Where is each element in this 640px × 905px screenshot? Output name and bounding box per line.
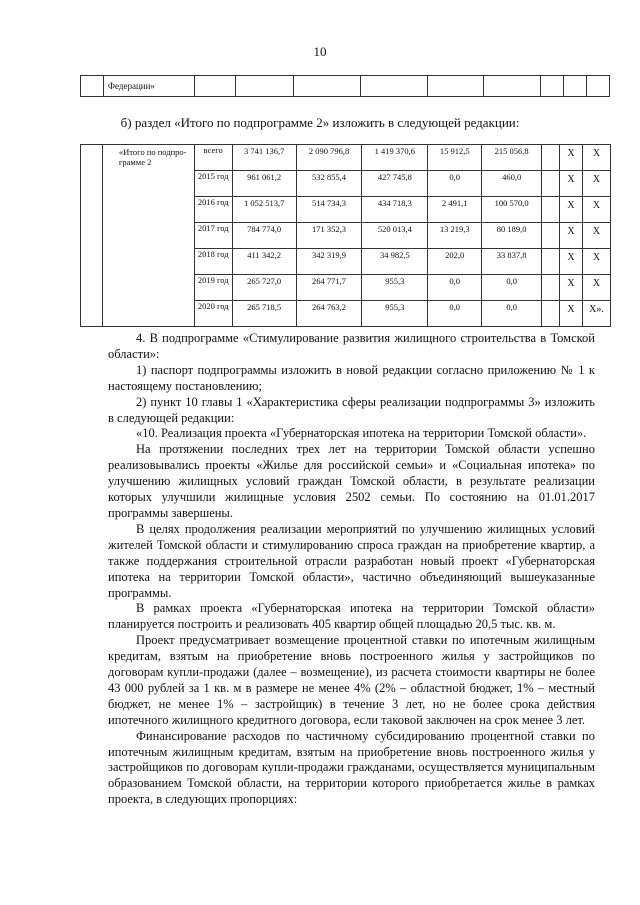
body-text [108,331,595,808]
value-cell: 215 056,8 [482,145,542,171]
value-cell: 955,3 [362,301,428,327]
year-cell: 2018 год [194,249,232,275]
value-cell: 342 319,9 [296,249,362,275]
table-cell [542,275,560,301]
table-cell [194,76,235,97]
year-cell: 2016 год [194,197,232,223]
value-cell: 33 837,8 [482,249,542,275]
value-cell: 34 982,5 [362,249,428,275]
table-cell [542,171,560,197]
paragraph: 2) пункт 10 главы 1 «Характеристика сферы реализации подпрограммы 3» изложить в следующей редакции: [108,394,595,425]
table-cell [541,76,564,97]
value-cell: 100 570,0 [482,197,542,223]
table-cell [294,76,361,97]
table-cell [586,76,609,97]
section-subheading: б) раздел «Итого по подпрограмме 2» изложить в следующей редакции: [120,115,520,130]
year-cell: 2015 год [194,171,232,197]
year-cell: всего [194,145,232,171]
value-cell: 2 090 796,8 [296,145,362,171]
value-cell: 460,0 [482,171,542,197]
paragraph: 4. В подпрограмме «Стимулирование развития жилищного строительства в Томской области»: [108,331,595,361]
paragraph: «10. Реализация проекта «Губернаторская ипотека на территории Томской области». [136,426,587,441]
table-cell [361,76,428,97]
x-cell: Х [582,197,610,223]
value-cell: 0,0 [428,275,482,301]
value-cell: 264 763,2 [296,301,362,327]
paragraph: В целях продолжения реализации мероприятий по улучшению жилищных условий жителей Томской области и стимулированию спроса граждан на приобретение квартир, а также поддержания строительной отрасли разработан новый проект «Губернаторская ипотека на территории Томской области», частично объединяющий вышеуказанные программы. [108,521,595,600]
x-cell: Х [582,223,610,249]
value-cell: 265 718,5 [232,301,296,327]
paragraph: В рамках проекта «Губернаторская ипотека на территории Томской области» планируется построить и реализовать 405 квартир общей площадью 20,5 тыс. кв. м. [108,601,595,632]
value-cell: 13 219,3 [428,223,482,249]
value-cell: 2 491,1 [428,197,482,223]
table-cell [542,301,560,327]
table-cell: Федерации» [103,76,194,97]
x-cell: Х [560,197,583,223]
table-cell [81,76,104,97]
table-row [81,145,611,171]
x-cell: Х [582,249,610,275]
page-number: 10 [313,44,327,59]
subprogram-total-table [80,144,611,327]
year-cell: 2020 год [194,301,232,327]
value-cell: 784 774,0 [232,223,296,249]
value-cell: 411 342,2 [232,249,296,275]
table-cell [427,76,484,97]
value-cell: 955,3 [362,275,428,301]
x-cell: Х [582,275,610,301]
value-cell: 434 718,3 [362,197,428,223]
table-cell [564,76,587,97]
table-cell [235,76,294,97]
value-cell: 3 741 136,7 [232,145,296,171]
table-cell [542,197,560,223]
year-cell: 2017 год [194,223,232,249]
value-cell: 532 855,4 [296,171,362,197]
x-cell: Х [560,171,583,197]
table-row-label: «Итого по подпро-грамме 2 [102,145,194,327]
value-cell: 0,0 [482,275,542,301]
x-cell: Х [560,275,583,301]
value-cell: 264 771,7 [296,275,362,301]
table-cell [81,145,103,327]
value-cell: 265 727,0 [232,275,296,301]
x-cell: Х». [582,301,610,327]
value-cell: 202,0 [428,249,482,275]
value-cell: 427 745,8 [362,171,428,197]
paragraph: На протяжении последних трех лет на территории Томской области успешно реализовывались проекты «Жилье для российской семьи» и «Социальная ипотека» по улучшению жилищных условий граждан Томской области, в результате реализации которых улучшили жилищные условия 2502 семьи. По состоянию на 01.01.2017 программы завершены. [108,442,595,520]
top-table-fragment [80,75,610,97]
value-cell: 1 052 513,7 [232,197,296,223]
x-cell: Х [560,249,583,275]
paragraph: Финансирование расходов по частичному субсидированию процентной ставки по ипотечным жилищным кредитам, взятым на приобретение вновь построенного жилья у застройщиков по договорам купли-продажи гражданами, осуществляется муниципальным образованием Томской области, на территории которого приобретается жилье в рамках проекта, в следующих пропорциях: [108,728,595,807]
table-cell [542,145,560,171]
value-cell: 171 352,3 [296,223,362,249]
table-row [81,76,610,97]
x-cell: Х [560,145,583,171]
year-cell: 2019 год [194,275,232,301]
value-cell: 0,0 [428,301,482,327]
x-cell: Х [582,145,610,171]
x-cell: Х [582,171,610,197]
paragraph: Проект предусматривает возмещение процентной ставки по ипотечным жилищным кредитам, взятым на приобретение вновь построенного жилья у застройщиков по договорам купли-продажи (далее – возмещение), из расчета стоимости квартиры не более 43 000 рублей за 1 кв. м в размере не менее 4% (2% – областной бюджет, 1% – местный бюджет, не менее 1% – застройщик) в течение 3 лет, но не более срока действия ипотечного жилищного кредитного договора, если таковой заключен на срок менее 3 лет. [108,633,595,727]
value-cell: 80 189,0 [482,223,542,249]
value-cell: 15 912,5 [428,145,482,171]
table-cell [484,76,541,97]
table-cell [542,223,560,249]
value-cell: 520 013,4 [362,223,428,249]
value-cell: 1 419 370,6 [362,145,428,171]
table-cell [542,249,560,275]
x-cell: Х [560,223,583,249]
paragraph: 1) паспорт подпрограммы изложить в новой редакции согласно приложению № 1 к настоящему постановлению; [108,362,595,393]
value-cell: 0,0 [482,301,542,327]
x-cell: Х [560,301,583,327]
value-cell: 514 734,3 [296,197,362,223]
value-cell: 961 061,2 [232,171,296,197]
value-cell: 0,0 [428,171,482,197]
